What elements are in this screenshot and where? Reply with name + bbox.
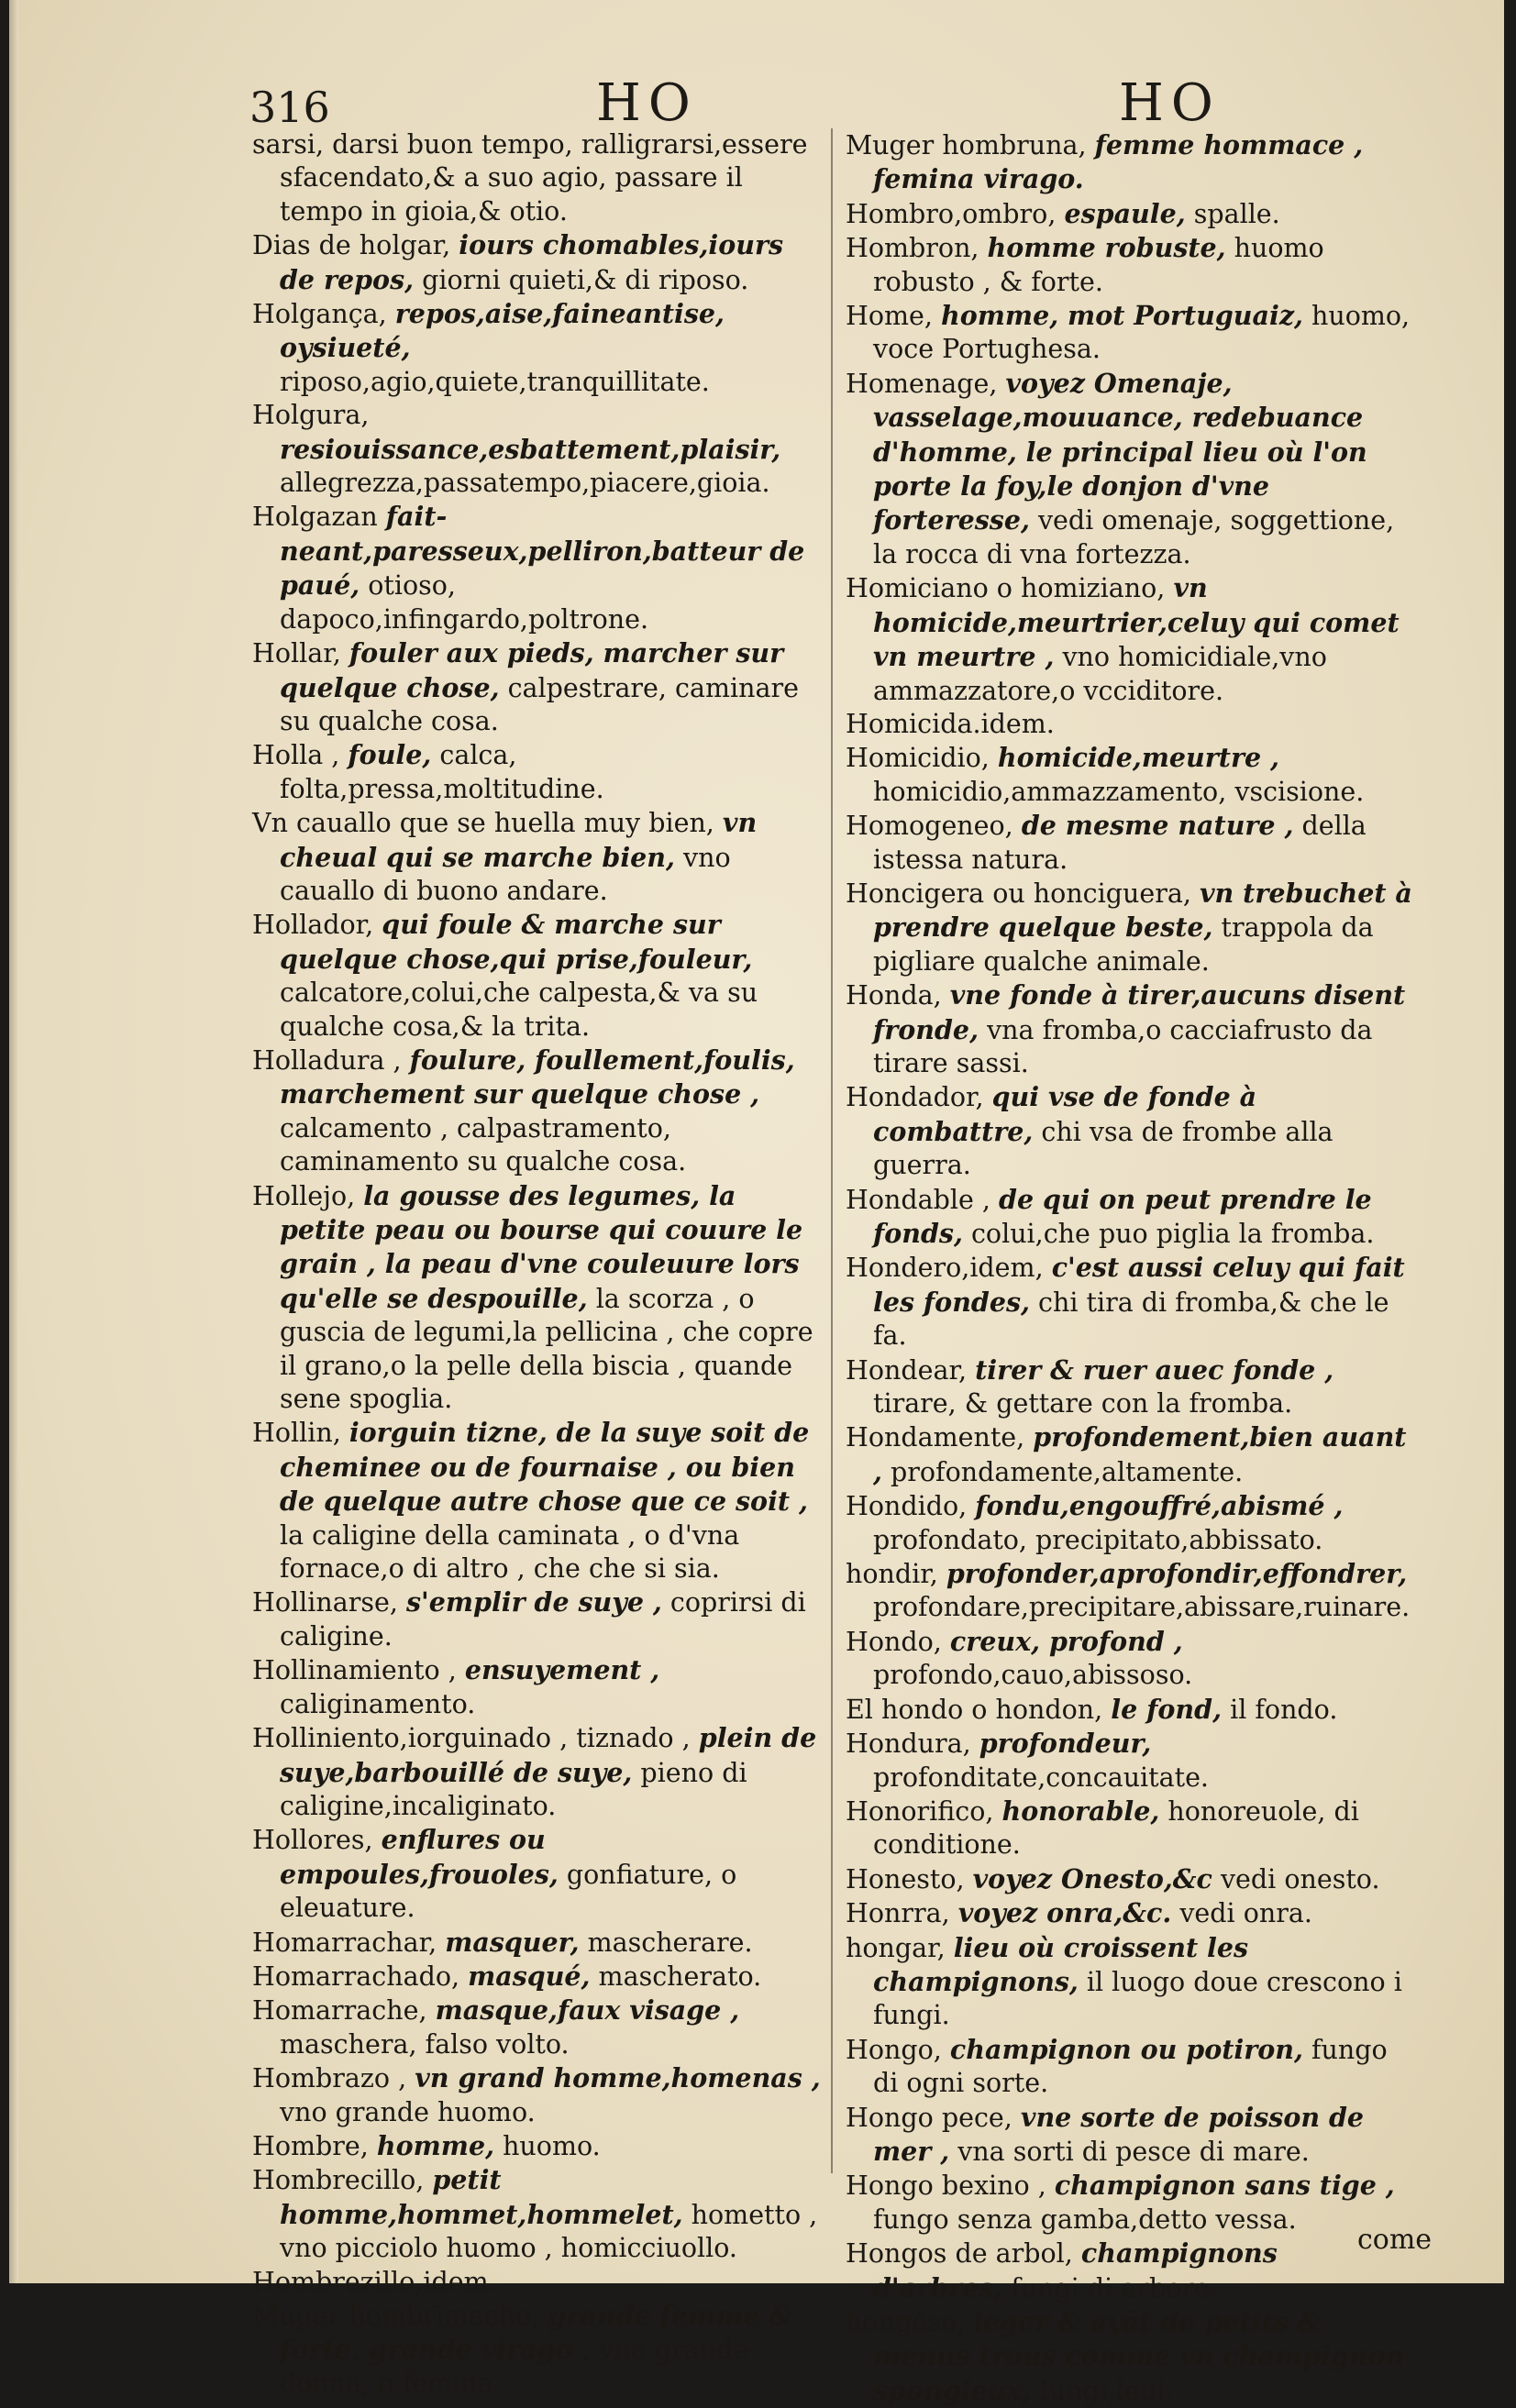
- italian-gloss: mascherare.: [587, 1927, 753, 1958]
- italian-gloss: spalle.: [1193, 198, 1280, 229]
- italian-gloss: vna grande donna, o femina.: [280, 2335, 749, 2399]
- italian-gloss: fungo di ogni sorte.: [873, 2034, 1388, 2099]
- italian-gloss: vedi onesto.: [1220, 1863, 1380, 1894]
- french-gloss: le fond,: [1111, 1693, 1223, 1725]
- headword: Holgazan: [252, 502, 378, 533]
- headword: Honcigera ou honciguera,: [846, 878, 1191, 909]
- dictionary-entry: [846, 1557, 1414, 1625]
- dictionary-entry: [252, 1585, 821, 1653]
- dictionary-entry: [846, 1489, 1414, 1557]
- headword: Vn cauallo que se huella muy bien,: [252, 808, 714, 839]
- headword: Hondo,: [846, 1626, 942, 1657]
- headword: Hombron,: [846, 233, 979, 264]
- headword: Hollar,: [252, 638, 341, 669]
- dictionary-entry: [252, 2163, 821, 2265]
- headword: Holla ,: [252, 740, 340, 771]
- dictionary-entry: [846, 2169, 1414, 2237]
- italian-gloss: fungo senza gamba,detto vessa.: [873, 2204, 1297, 2235]
- french-gloss: champignons d'arbres,: [873, 2237, 1278, 2303]
- italian-gloss: profondo,cauo,abissoso.: [873, 1660, 1193, 1691]
- headword: Hombrecillo,: [252, 2165, 425, 2196]
- dictionary-entry: [846, 197, 1414, 231]
- french-gloss: homme robuste,: [987, 232, 1226, 264]
- headword: Muger hombruna,: [846, 130, 1087, 160]
- dictionary-entry: [252, 1823, 821, 1925]
- dictionary-entry: [252, 2061, 821, 2129]
- french-gloss: fondu,engouffré,abismé ,: [975, 1490, 1344, 1522]
- italian-gloss: calcatore,colui,che calpesta,& va su qualche cosa,& la trita.: [280, 978, 758, 1042]
- french-gloss: s'emplir de suye ,: [405, 1586, 662, 1618]
- french-gloss: voyez Onesto,&c: [972, 1862, 1212, 1894]
- french-gloss: fait-neant,paresseux,pelliron,batteur de paué,: [280, 501, 805, 602]
- italian-gloss: profondamente,altamente.: [891, 1456, 1244, 1487]
- italian-gloss: tirare, & gettare con la fromba.: [873, 1388, 1293, 1419]
- headword: Hombro,ombro,: [846, 198, 1057, 229]
- french-gloss: repos,aise,faineantise, oysiueté,: [280, 298, 725, 364]
- french-gloss: vn trebuchet à prendre quelque beste,: [873, 877, 1412, 944]
- french-gloss: vn grand homme,homenas ,: [415, 2062, 821, 2094]
- dictionary-entry: [252, 128, 821, 228]
- italian-gloss: huomo, voce Portughesa.: [873, 301, 1411, 365]
- dictionary-entry: [252, 738, 821, 806]
- french-gloss: femme hommace , femina virago.: [873, 129, 1364, 195]
- headword: Holladura ,: [252, 1044, 402, 1076]
- column-divider: [831, 128, 833, 2173]
- headword: Homicida.idem.: [846, 708, 1055, 739]
- italian-gloss: huomo robusto , & forte.: [873, 233, 1324, 297]
- french-gloss: creux, profond ,: [949, 1625, 1183, 1657]
- dictionary-entry: [252, 1179, 821, 1417]
- catchword: come: [1357, 2224, 1433, 2256]
- dictionary-entry: [846, 1625, 1414, 1693]
- dictionary-entry: [252, 1926, 821, 1960]
- dictionary-entry: [252, 636, 821, 738]
- french-gloss: vne fonde à tirer,aucuns disent fronde,: [873, 979, 1406, 1045]
- italian-gloss: calpestrare, caminare su qualche cosa.: [280, 672, 799, 736]
- italian-gloss: profondare,precipitare,abissare,ruinare.: [873, 1592, 1411, 1623]
- french-gloss: vn cheual qui se marche bien,: [280, 807, 758, 873]
- italian-gloss: la caligine della caminata , o d'vna fornace,o di altro , che che si sia.: [280, 1519, 740, 1585]
- italian-gloss: chi tira di fromba,& che le fa.: [873, 1287, 1389, 1352]
- headword: Hongo bexino ,: [846, 2171, 1046, 2202]
- dictionary-entry: [846, 2305, 1414, 2408]
- italian-gloss: trappola da pigliare qualche animale.: [873, 912, 1374, 977]
- headword: hongar,: [846, 1932, 946, 1963]
- headword: Homarrachar,: [252, 1927, 437, 1958]
- headword: Holgura,: [252, 400, 370, 431]
- italian-gloss: vedi onra.: [1179, 1898, 1312, 1929]
- french-gloss: tirer & ruer auec fonde ,: [975, 1353, 1334, 1386]
- headword: Hollinarse,: [252, 1587, 398, 1618]
- headword: Home,: [846, 301, 933, 332]
- french-gloss: leger & ayāt de petits & menus trous comme vn champignon spongieux,: [873, 2306, 1405, 2406]
- french-gloss: espaule,: [1064, 197, 1186, 229]
- headword: Honda,: [846, 980, 942, 1011]
- headword: Hollin,: [252, 1418, 341, 1449]
- headword: Hondido,: [846, 1491, 968, 1522]
- dictionary-entry: [252, 1416, 821, 1585]
- headword: Homenage,: [846, 368, 998, 399]
- dictionary-entry: [846, 299, 1414, 367]
- french-gloss: homme, mot Portuguaiz,: [941, 300, 1303, 332]
- french-gloss: profonder,aprofondir,effondrer,: [946, 1558, 1408, 1590]
- italian-gloss: fungi,leui,: [1039, 2375, 1174, 2406]
- italian-gloss: vna fromba,o cacciafrusto da tirare sassi.: [873, 1014, 1373, 1078]
- french-gloss: de mesme nature ,: [1021, 810, 1294, 842]
- italian-gloss: fungi di arboro.: [1011, 2272, 1218, 2303]
- french-gloss: masquer,: [445, 1926, 580, 1958]
- french-gloss: fouler aux pieds, marcher sur quelque chose,: [280, 637, 784, 703]
- headword: Hongo,: [846, 2034, 942, 2065]
- italian-gloss: huomo.: [503, 2130, 601, 2161]
- headword: Hollejo,: [252, 1180, 356, 1211]
- french-gloss: masqué,: [468, 1960, 591, 1992]
- dictionary-entry: [846, 1693, 1414, 1727]
- italian-gloss: il luogo doue crescono i fungi.: [873, 1966, 1402, 2031]
- page-number: 316: [249, 83, 330, 132]
- headword: Hollores,: [252, 1825, 373, 1856]
- headword: Hongo pece,: [846, 2102, 1013, 2133]
- dictionary-entry: [846, 1353, 1414, 1421]
- headword: Homiciano o homiziano,: [846, 573, 1166, 604]
- headword: Honesto,: [846, 1863, 965, 1894]
- headword: Hombre,: [252, 2130, 369, 2161]
- italian-gloss: vna sorti di pesce di mare.: [957, 2136, 1310, 2167]
- dictionary-entry: [846, 2033, 1414, 2101]
- dictionary-entry: [846, 708, 1414, 741]
- french-gloss: honorable,: [1001, 1795, 1160, 1827]
- dictionary-entry: [846, 1862, 1414, 1896]
- french-gloss: de qui on peut prendre le fonds,: [873, 1183, 1372, 1249]
- french-gloss: profondement,bien auant ,: [873, 1421, 1407, 1487]
- italian-gloss: chi vsa de frombe alla guerra.: [873, 1116, 1333, 1181]
- italian-gloss: honoreuole, di conditione.: [873, 1795, 1359, 1861]
- dictionary-entry: [252, 500, 821, 636]
- right-column: [846, 128, 1414, 2408]
- headword: Hongos de arbol,: [846, 2238, 1073, 2270]
- dictionary-entry: [252, 2299, 821, 2401]
- dictionary-entry: [846, 978, 1414, 1080]
- binding-edge: [9, 0, 18, 2283]
- french-gloss: enflures ou empoules,frouoles,: [280, 1824, 559, 1890]
- french-gloss: homme,: [376, 2129, 495, 2161]
- italian-gloss: calcamento , calpastramento, caminamento su qualche cosa.: [280, 1112, 687, 1177]
- headword: hongóso,: [846, 2307, 966, 2337]
- italian-gloss: hometto , vno picciolo huomo , homicciuollo.: [280, 2199, 818, 2264]
- french-gloss: champignon sans tige ,: [1054, 2170, 1395, 2202]
- french-gloss: iorguin tizne, de la suye soit de cheminee ou de fournaise , ou bien de quelque autre chose que ce soit ,: [280, 1417, 810, 1518]
- french-gloss: vn homicide,meurtrier,celuy qui comet vn meurtre ,: [873, 572, 1400, 673]
- headword: Hondura,: [846, 1729, 971, 1760]
- italian-gloss: mascherato.: [598, 1961, 762, 1992]
- dictionary-entry: [252, 228, 821, 297]
- italian-gloss: pieno di caligine,incaliginato.: [280, 1757, 747, 1821]
- french-gloss: grande femme & forte, grande virago ,: [280, 2300, 793, 2366]
- italian-gloss: vno homicidiale,vno ammazzatore,o vcciditore.: [873, 642, 1327, 706]
- headword: Hollador,: [252, 910, 374, 941]
- french-gloss: petit homme,hommet,hommelet,: [280, 2164, 683, 2230]
- headword: Holgança,: [252, 299, 387, 330]
- dictionary-entry: [252, 297, 821, 399]
- dictionary-entry: [846, 1795, 1414, 1862]
- headword: Homicidio,: [846, 743, 990, 774]
- italian-gloss: homicidio,ammazzamento, vscisione.: [873, 776, 1365, 807]
- headword: Honrra,: [846, 1898, 950, 1929]
- page-header: [9, 72, 1504, 136]
- french-gloss: masque,faux visage ,: [435, 1994, 740, 2027]
- french-gloss: la gousse des legumes, la petite peau ou bourse qui couure le grain , la peau d'vne couleuure lors qu'elle se despouille,: [280, 1179, 803, 1314]
- left-column: [252, 128, 821, 2401]
- dictionary-entry: [252, 399, 821, 500]
- italian-gloss: il fondo.: [1230, 1694, 1338, 1725]
- dictionary-entry: [846, 1727, 1414, 1795]
- dictionary-entry: [252, 1044, 821, 1179]
- dictionary-entry: [846, 1931, 1414, 2033]
- dictionary-entry: [252, 908, 821, 1044]
- headword: Honorifico,: [846, 1795, 994, 1827]
- dictionary-entry: [252, 806, 821, 908]
- dictionary-page: [9, 0, 1504, 2406]
- italian-gloss: otioso, dapoco,infingardo,poltrone.: [280, 570, 649, 635]
- dictionary-entry: [846, 2237, 1414, 2305]
- headword: Hombrazo ,: [252, 2063, 407, 2094]
- french-gloss: vne sorte de poisson de mer ,: [873, 2101, 1365, 2167]
- french-gloss: homicide,meurtre ,: [997, 742, 1279, 774]
- headword: Hondamente,: [846, 1422, 1025, 1453]
- italian-gloss: allegrezza,passatempo,piacere,gioia.: [280, 468, 770, 499]
- french-gloss: voyez onra,&c.: [957, 1897, 1172, 1929]
- french-gloss: champignon ou potiron,: [949, 2033, 1303, 2065]
- italian-gloss: vno cauallo di buono andare.: [280, 842, 731, 906]
- dictionary-entry: [846, 809, 1414, 877]
- dictionary-entry: [846, 877, 1414, 978]
- headword: Hondear,: [846, 1354, 968, 1386]
- headword: hondir,: [846, 1559, 938, 1590]
- french-gloss: iours chomables,iours de repos,: [280, 229, 784, 295]
- french-gloss: voyez Omenaje, vasselage,mouuance, redebuance d'homme, le principal lieu où l'on porte la foy,le donjon d'vne forteresse,: [873, 367, 1367, 536]
- french-gloss: foulure, foullement,foulis, marchement sur quelque chose ,: [280, 1044, 795, 1110]
- dictionary-entry: [846, 571, 1414, 708]
- italian-gloss: calca, folta,pressa,moltitudine.: [280, 740, 604, 804]
- headword: Holliniento,iorguinado , tiznado ,: [252, 1723, 691, 1754]
- headword: Muger hombrimacho,: [252, 2301, 540, 2331]
- dictionary-entry: [252, 1994, 821, 2061]
- headword: Dias de holgar,: [252, 230, 451, 261]
- dictionary-entry: [846, 1080, 1414, 1182]
- headword: Hollinamiento ,: [252, 1655, 457, 1686]
- headword: Hondero,idem,: [846, 1253, 1044, 1284]
- dictionary-entry: [252, 1721, 821, 1823]
- italian-gloss: profondato, precipitato,abbissato.: [873, 1524, 1323, 1555]
- italian-gloss: riposo,agio,quiete,tranquillitate.: [280, 366, 710, 397]
- italian-gloss: vedi omenaje, soggettione, la rocca di vna fortezza.: [873, 505, 1395, 569]
- french-gloss: ensuyement ,: [464, 1654, 660, 1686]
- headword: Hondador,: [846, 1082, 984, 1113]
- dictionary-entry: [846, 231, 1414, 299]
- dictionary-entry: [846, 128, 1414, 197]
- dictionary-entry: [846, 741, 1414, 809]
- french-gloss: qui vse de fonde à combattre,: [873, 1081, 1257, 1147]
- dictionary-entry: [846, 367, 1414, 571]
- italian-gloss: la scorza , o guscia de legumi,la pellicina , che copre il grano,o la pelle della biscia , quande sene spoglia.: [280, 1283, 813, 1415]
- headword: Hombrezillo,idem.: [252, 2266, 497, 2297]
- dictionary-entry: [846, 2101, 1414, 2170]
- headword: El hondo o hondon,: [846, 1694, 1103, 1725]
- french-gloss: plein de suye,barbouillé de suye,: [280, 1722, 817, 1788]
- dictionary-entry: [252, 1653, 821, 1721]
- headword: Hondable ,: [846, 1184, 990, 1215]
- dictionary-entry: [252, 2266, 821, 2299]
- italian-gloss: colui,che puo piglia la fromba.: [970, 1219, 1375, 1249]
- italian-gloss: gonfiature, o eleuature.: [280, 1859, 737, 1924]
- running-head-left: HO: [596, 73, 698, 133]
- italian-gloss: coprirsi di caligine.: [280, 1587, 806, 1651]
- french-gloss: foule,: [348, 739, 432, 771]
- italian-gloss: giorni quieti,& di riposo.: [422, 264, 749, 295]
- french-gloss: lieu où croissent les champignons,: [873, 1931, 1249, 1997]
- french-gloss: c'est aussi celuy qui fait les fondes,: [873, 1252, 1405, 1318]
- running-head-right: HO: [1119, 73, 1221, 133]
- french-gloss: profondeur,: [979, 1728, 1152, 1760]
- italian-gloss: vno grande huomo.: [280, 2096, 536, 2127]
- dictionary-entry: [846, 1183, 1414, 1252]
- dictionary-entry: [252, 1960, 821, 1994]
- italian-gloss: maschera, falso volto.: [280, 2028, 570, 2060]
- dictionary-entry: [846, 1896, 1414, 1930]
- headword: Homarrachado,: [252, 1961, 460, 1992]
- headword: Homarrache,: [252, 1995, 427, 2027]
- french-gloss: resiouissance,esbattement,plaisir,: [280, 433, 781, 465]
- headword: Homogeneo,: [846, 811, 1013, 842]
- italian-gloss: della istessa natura.: [873, 811, 1367, 875]
- dictionary-entry: [846, 1420, 1414, 1489]
- dictionary-entry: [846, 1251, 1414, 1353]
- dictionary-entry: [252, 2129, 821, 2163]
- french-gloss: qui foule & marche sur quelque chose,qui prise,fouleur,: [280, 909, 753, 975]
- italian-gloss: caliginamento.: [280, 1688, 476, 1719]
- italian-gloss: profonditate,concauitate.: [873, 1762, 1209, 1793]
- italian-gloss: sarsi, darsi buon tempo, ralligrarsi,essere sfacendato,& a suo agio, passare il tempo in gioia,& otio.: [252, 129, 808, 226]
